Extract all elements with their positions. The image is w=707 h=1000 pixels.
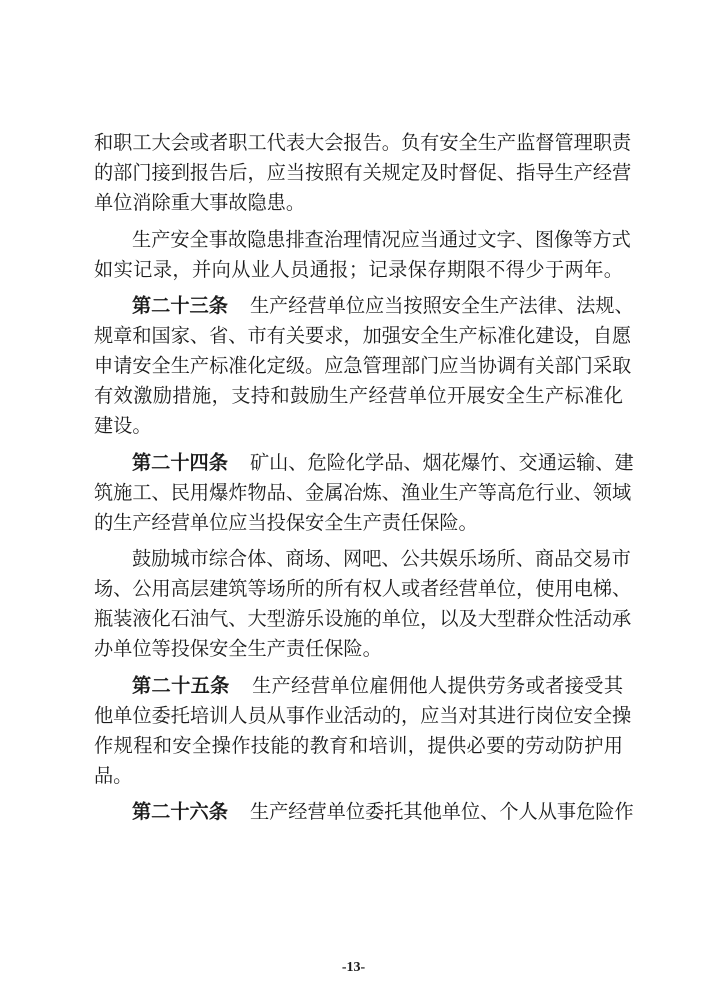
text-line: 如实记录，并向从业人员通报；记录保存期限不得少于两年。 [94,257,623,281]
text-line: 场、公用高层建筑等场所的所有权人或者经营单位，使用电梯、 [94,577,632,600]
text-line: 单位消除重大事故隐患。 [94,191,306,214]
article-heading: 第二十五条 [132,673,230,697]
page-number: -13- [341,960,366,975]
text-line: 他单位委托培训人员从事作业活动的，应当对其进行岗位安全操 [94,703,632,727]
article-26 [94,797,634,827]
text-line: 申请安全生产标准化定级。应急管理部门应当协调有关部门采取 [94,354,632,377]
text-line: 有效激励措施，支持和鼓励生产经营单位开展安全生产标准化 [94,384,623,407]
text-line: 鼓励城市综合体、商场、网吧、公共娱乐场所、商品交易市 [132,547,631,570]
paragraph-insurance-encourage [94,544,632,664]
article-heading: 第二十三条 [132,294,228,317]
text-line: 生产经营单位应当按照安全生产法律、法规、 [249,294,634,317]
article-heading: 第二十六条 [132,800,228,823]
text-line: 规章和国家、省、市有关要求，加强安全生产标准化建设，自愿 [94,324,632,347]
article-heading: 第二十四条 [132,450,228,474]
text-line: 筑施工、民用爆炸物品、金属冶炼、渔业生产等高危行业、领域 [94,480,632,504]
text-line: 生产安全事故隐患排查治理情况应当通过文字、图像等方式 [132,227,631,251]
text-line: 和职工大会或者职工代表大会报告。负有安全生产监督管理职责 [94,131,632,154]
text-line: 的部门接到报告后，应当按照有关规定及时督促、指导生产经营 [94,161,632,184]
text-line: 矿山、危险化学品、烟花爆竹、交通运输、建 [249,450,634,474]
text-line: 生产经营单位委托其他单位、个人从事危险作 [249,800,634,823]
document-body [94,128,634,827]
text-line: 品。 [94,763,133,787]
article-24 [94,448,634,538]
paragraph-hazard-record [94,225,631,285]
text-line: 建设。 [94,414,152,437]
text-line: 办单位等投保安全生产责任保险。 [94,637,382,660]
article-23 [94,291,634,441]
text-line: 瓶装液化石油气、大型游乐设施的单位，以及大型群众性活动承 [94,607,632,630]
text-line: 的生产经营单位应当投保安全生产责任保险。 [94,510,478,534]
text-line: 生产经营单位雇佣他人提供劳务或者接受其 [251,673,624,697]
text-line: 作规程和安全操作技能的教育和培训，提供必要的劳动防护用 [94,733,623,757]
article-25 [94,671,632,791]
paragraph-continuation [94,128,632,218]
